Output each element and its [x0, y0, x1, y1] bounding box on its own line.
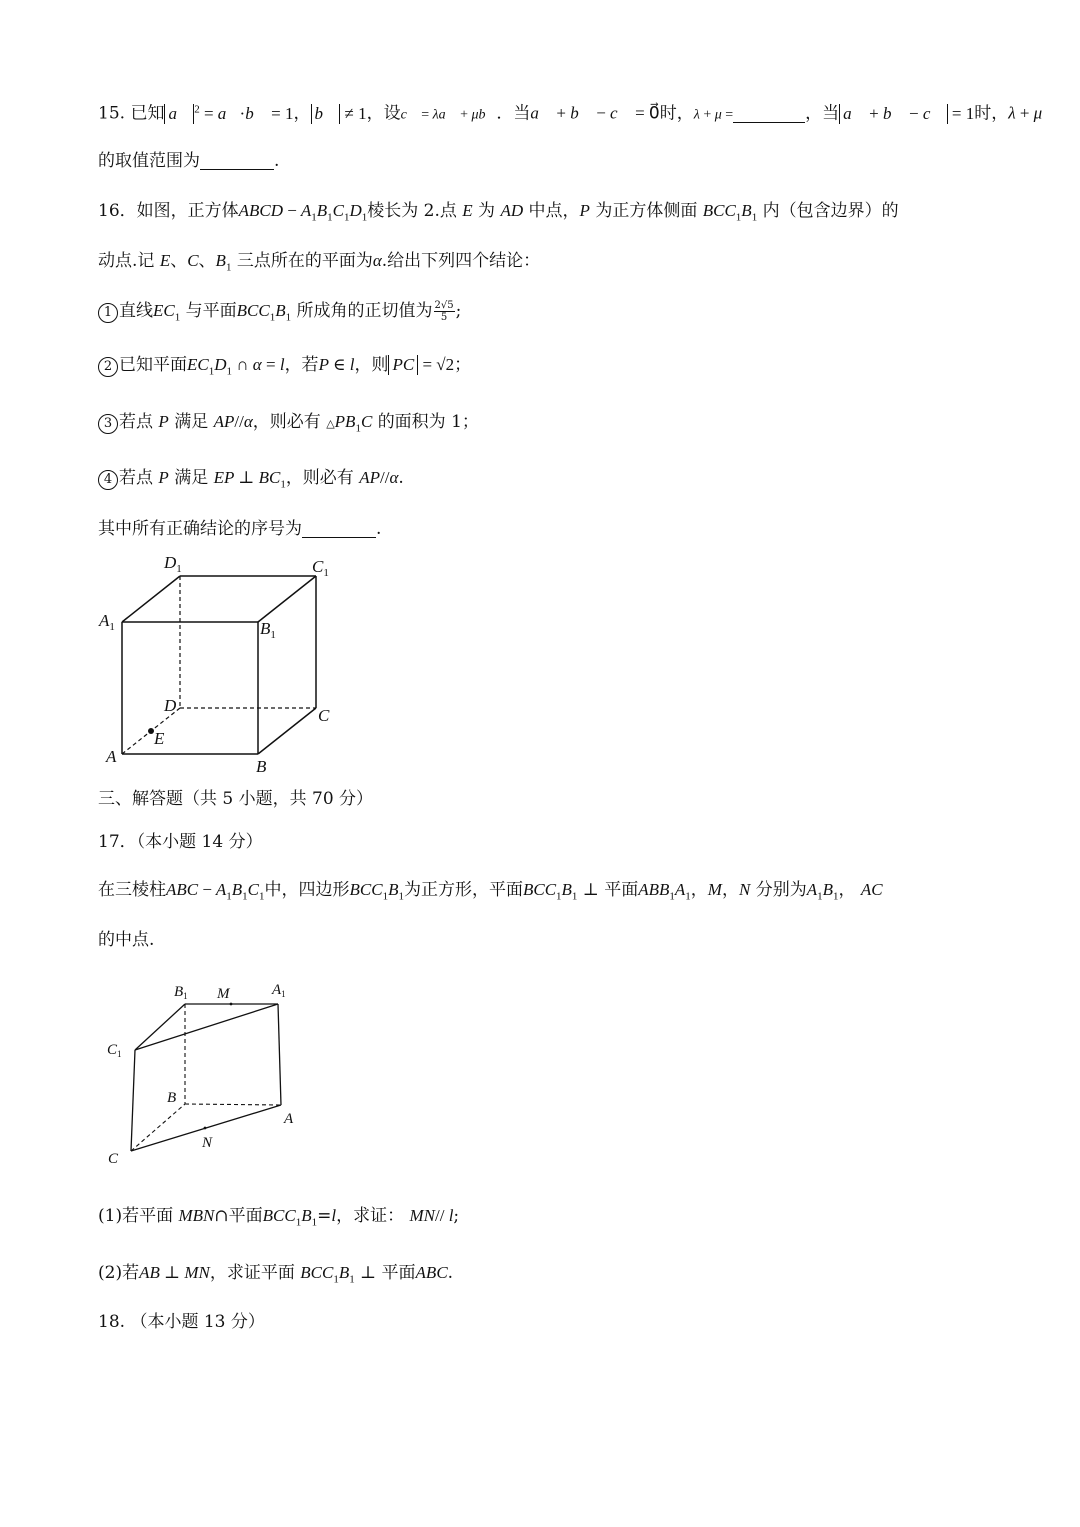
q15-line1: 15. 已知 a⃗ $^2$ = a⃗·b⃗ = 1， b⃗ ≠ 1，设c⃗ = λa⃗ + μb⃗．当a⃗ + b⃗ − c⃗ = 0⃗时，λ + μ = ，当 a⃗ + b⃗ − c⃗ = 1时，λ + μ — [98, 103, 1043, 124]
prism-figure — [100, 978, 310, 1170]
q17-part1: (1)若平面 MBN∩平面$BCC_1B_1=l$，求证： MN// l; — [98, 1206, 460, 1229]
label-A: A — [284, 1111, 294, 1127]
q16-conclusion-1: 1 直线$EC_1$ 与平面$BCC_1B_1$ 所成角的正切值为 $\frac{2√5}{5}$ ; — [98, 298, 998, 330]
cube-figure — [96, 548, 346, 780]
q15-line2: 的取值范围为 . — [98, 151, 280, 171]
label-B1: $B_1$ — [260, 619, 276, 641]
q17-heading: 17．（本小题 14 分） — [98, 832, 263, 852]
q17-line1: 在三棱柱ABC − $A_1B_1C_1$中，四边形$BCC_1B_1$为正方形，平面$BCC_1B_1$ ⊥ 平面$ABB_1A_1$，M，N 分别为$A_1B_1$， AC — [98, 880, 883, 903]
q16-conclusion-2: 2 已知平面$EC_1D_1$ ∩ α = l，若P ∈ l，则 PC = √2； — [98, 352, 998, 384]
label-B1: $B_1$ — [174, 984, 188, 1001]
q17-part2: (2)若AB ⊥ MN，求证平面 $BCC_1B_1$ ⊥ 平面ABC. — [98, 1263, 454, 1286]
label-C1: $C_1$ — [107, 1042, 122, 1059]
q16-conclusion-4: 4 若点 P 满足 EP ⊥ $BC_1$，则必有 AP//α. — [98, 465, 998, 497]
q18-heading: 18. （本小题 13 分） — [98, 1312, 265, 1332]
label-C: C — [108, 1151, 119, 1167]
q17-line2: 的中点. — [98, 930, 155, 950]
label-A1: $A_1$ — [99, 611, 115, 633]
label-D: D — [164, 696, 177, 715]
label-E: E — [154, 729, 165, 748]
label-C: C — [318, 706, 330, 725]
q16-line2: 动点.记 E、C、$B_1$ 三点所在的平面为α.给出下列四个结论： — [98, 251, 541, 274]
label-A: A — [106, 747, 117, 766]
label-C1: $C_1$ — [312, 557, 329, 579]
section-3-heading: 三、解答题（共 5 小题，共 70 分） — [98, 789, 374, 809]
q16-line1: 16．如图，正方体ABCD − $A_1B_1C_1D_1$棱长为 2.点 E 为 AD 中点，P 为正方体侧面 $BCC_1B_1$ 内（包含边界）的 — [98, 201, 899, 224]
label-M: M — [217, 986, 230, 1002]
label-B: B — [256, 757, 267, 776]
q16-ending: 其中所有正确结论的序号为 . — [98, 519, 382, 539]
label-A1: $A_1$ — [272, 982, 286, 999]
label-B: B — [167, 1090, 177, 1106]
q16-conclusion-3: 3 若点 P 满足 AP//α，则必有 $\triangle PB_1C$ 的面积为 1； — [98, 409, 998, 441]
label-D1: $D_1$ — [164, 553, 182, 575]
label-N: N — [202, 1135, 213, 1151]
